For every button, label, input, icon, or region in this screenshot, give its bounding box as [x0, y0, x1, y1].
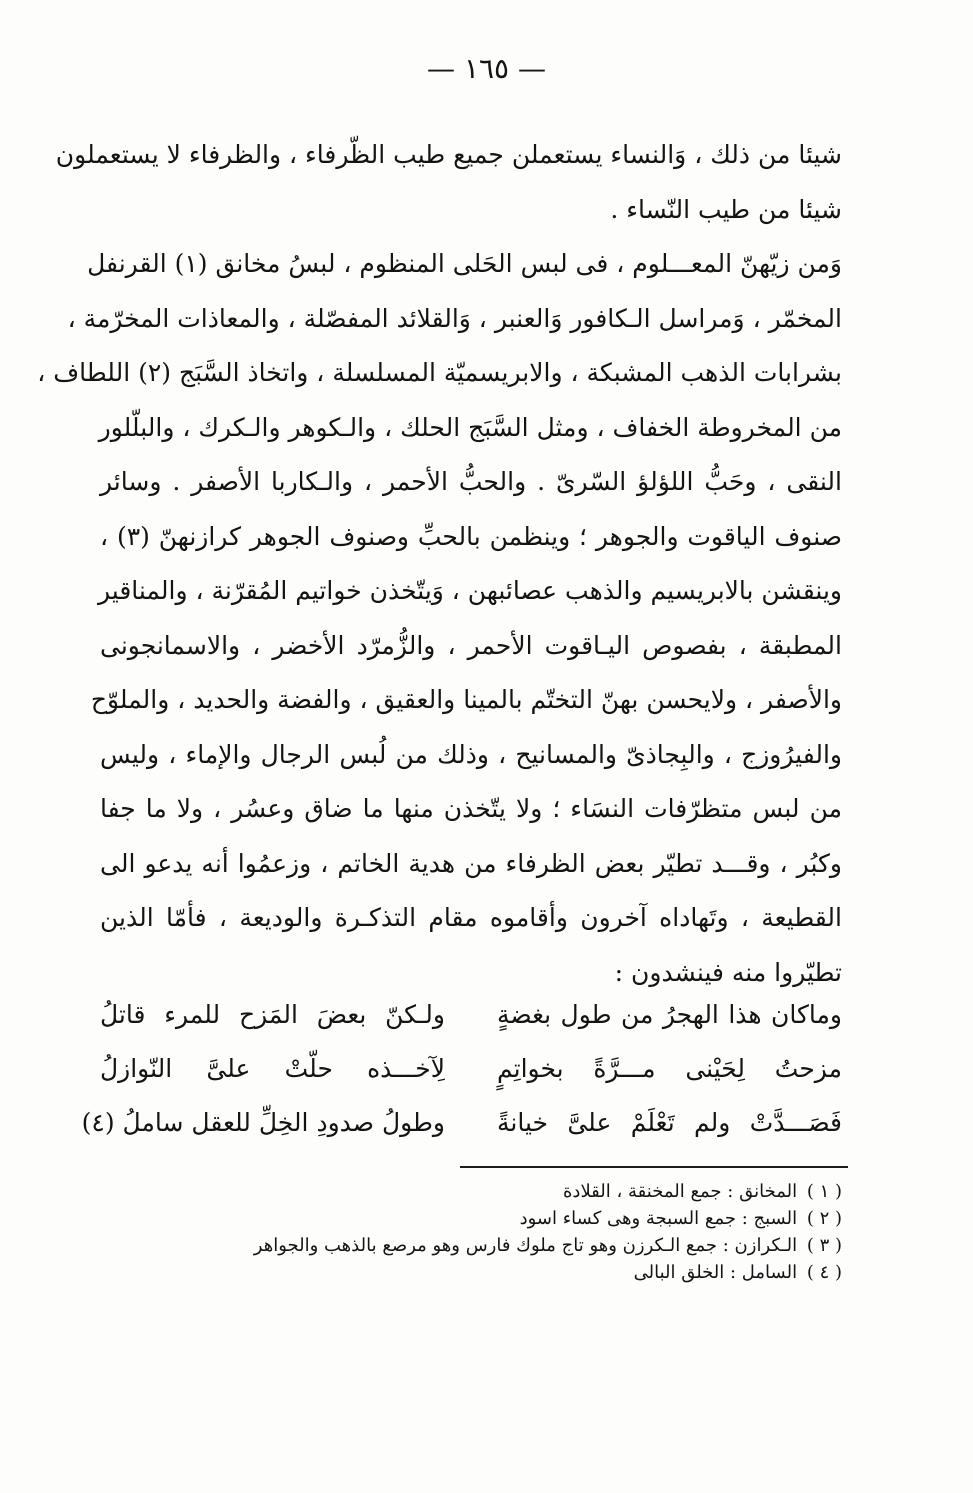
footnote-number: ( ٣ ) [806, 1235, 842, 1256]
page-number: — ١٦٥ — [427, 52, 546, 85]
paragraph-1 [55, 128, 842, 237]
footnote-number: ( ٤ ) [806, 1262, 842, 1283]
text-line: صنوف الياقوت والجوهر ؛ وينظمن بالحبِّ وصنوف الجوهر كرازنهنّ (٣) ، [100, 521, 842, 551]
poem [81, 988, 842, 1150]
text-line: شيئا من ذلك ، وَالنساء يستعملن جميع طيب الظّرفاء ، والظرفاء لا يستعملون [55, 140, 842, 169]
text-line: بشرابات الذهب المشبكة ، والابريسميّة المسلسلة ، واتخاذ السَّبَج (٢) اللطاف ، [37, 358, 842, 387]
footnote-text: السبج : جمع السبجة وهى كساء اسود [519, 1208, 798, 1229]
verse-second-hemistich: وطولُ صدودِ الخِلِّ للعقل ساملُ (٤) [81, 1108, 445, 1137]
footnote-text: الـكرازن : جمع الـكرزن وهو تاج ملوك فارس وهو مرصع بالذهب والجواهر [253, 1235, 798, 1256]
paragraph-2 [37, 237, 842, 1000]
text-line: وينقشن بالابريسيم والذهب عصائبهن ، وَيتّخذن خواتيم المُقرّنة ، والمناقير [97, 576, 842, 605]
verse-first-hemistich: فَصَـــدَّتْ ولم تَعْلَمْ علىَّ خيانةً [497, 1108, 842, 1137]
footnote-separator [460, 1166, 848, 1168]
footnote [100, 1259, 842, 1286]
footnote [100, 1205, 842, 1232]
text-line: المخمّر ، وَمراسل الـكافور وَالعنبر ، وَالقلائد المفصّلة ، والمعاذات المخرّمة ، [67, 303, 842, 333]
footnote [100, 1232, 842, 1259]
text-line: القطيعة ، وتَهاداه آخرون وأقاموه مقام التذكـرة والوديعة ، فأمّا الذين [100, 903, 842, 932]
verse-second-hemistich: لِآخـــذه حلّتْ علىَّ النّوازلُ [100, 1054, 445, 1083]
footnote-text: المخانق : جمع المخنقة ، القلادة [563, 1181, 798, 1202]
text-line: وكبُر ، وقـــد تطيّر بعض الظرفاء من هدية الخاتم ، وزعمُوا أنه يدعو الى [100, 848, 842, 878]
text-line: النقى ، وحَبُّ اللؤلؤ السّرىّ . والحبُّ الأحمر ، والـكاربا الأصفر . وسائر [100, 467, 842, 496]
footnote-number: ( ٢ ) [806, 1208, 842, 1229]
footnote-text: السامل : الخلق البالى [633, 1262, 798, 1283]
text-line: وَمن زيّهنّ المعـــلوم ، فى لبس الحَلى المنظوم ، لبسُ مخانق (١) القرنفل [87, 249, 842, 278]
text-line: من لبس متظرّفات النسَاء ؛ ولا يتّخذن منها ما ضاق وعسُر ، ولا ما جفا [100, 794, 842, 823]
verse [100, 988, 842, 1042]
text-line: والأصفر ، ولايحسن بهنّ التختّم بالمينا والعقيق ، والفضة والحديد ، والملوّح [90, 685, 842, 714]
verse [100, 1042, 842, 1096]
text-line: المطبقة ، بفصوص اليـاقوت الأحمر ، والزُّمرّد الأخضر ، والاسمانجونى [100, 630, 842, 660]
text-line: تطيّروا منه فينشدون : [614, 957, 842, 987]
text-line: من المخروطة الخفاف ، ومثل السَّبَج الحلك ، والـكوهر والـكرك ، والبلّلور [98, 412, 842, 442]
verse [81, 1096, 842, 1150]
footnote [100, 1178, 842, 1205]
footnotes [100, 1178, 842, 1286]
text-line: شيئا من طيب النّساء . [610, 194, 842, 224]
text-line: والفيرُوزج ، والبِجاذىّ والمسانيح ، وذلك من لُبس الرجال والإماء ، وليس [100, 739, 842, 769]
verse-first-hemistich: وماكان هذا الهجرُ من طول بغضةٍ [497, 1000, 842, 1029]
verse-first-hemistich: مزحتُ لِحَيْنى مـــرَّةً بخواتِمٍ [497, 1054, 842, 1083]
footnote-number: ( ١ ) [806, 1181, 842, 1202]
verse-second-hemistich: ولـكنّ بعضَ المَزح للمرء قاتلُ [100, 1000, 445, 1029]
